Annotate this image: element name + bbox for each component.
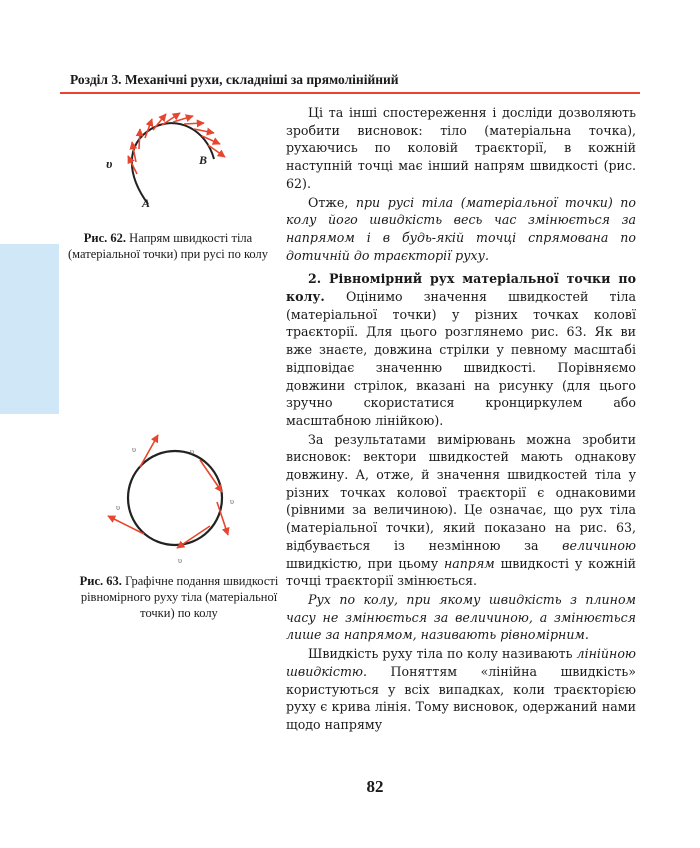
- paragraph-4: [286, 431, 636, 590]
- p3-rest: Оцінимо значення швидкостей тіла (матеріальної точки) у різних точках коловї траєкторії. Для цього розглянемо рис. 63. Як ви вже знаєте, довжина стрілки у певному масштабі відповідає значенню швидкості. Порівняємо довжини стрілок, вказані на рисунку (для цього зручно скористатися кронциркулем або масштабною лінійкою).: [286, 289, 636, 428]
- figure-63-caption: [74, 573, 284, 621]
- caption-63-text: Графічне подання швидкості рівномірного руху тіла (матеріальної точки) по колу: [80, 574, 279, 620]
- figure-63: [100, 430, 250, 570]
- p4-it1: величиною: [538, 537, 636, 553]
- figure-62-caption: [68, 230, 268, 262]
- vec-label-2: υ: [190, 447, 194, 456]
- body-text: [286, 104, 636, 735]
- p6-it: лінійною швидкістю.: [286, 646, 636, 679]
- p2-lead: Отже,: [308, 194, 349, 210]
- page-header: Розділ 3. Механічні рухи, складніші за прямолінійний: [70, 72, 399, 87]
- caption-62-number: Рис. 62.: [83, 231, 127, 245]
- vec-label-3: υ: [230, 497, 234, 506]
- p4-b: швидкістю, при цьому: [286, 555, 439, 571]
- p2-italic: при русі тіла (матеріальної точки) по колу його швидкість весь час змінюється за напрямом і в будь-якій точці спрямована по дотичній до траєкторії руху.: [286, 194, 636, 263]
- side-tab: [0, 244, 59, 414]
- paragraph-3: [286, 270, 636, 429]
- header-rule: [60, 92, 640, 94]
- label-v: υ: [106, 156, 113, 171]
- label-a: A: [142, 196, 151, 210]
- page-number: 82: [366, 777, 384, 796]
- trajectory-circle: [128, 451, 222, 545]
- paragraph-6: [286, 645, 636, 734]
- vec-label-1: υ: [132, 445, 136, 454]
- p3-heading: 2. Рівномірний рух матеріальної точки по колу.: [286, 271, 636, 305]
- label-b: B: [199, 153, 208, 167]
- p6-b: Поняттям «лінійна швидкість» користуються у всіх випадках, коли траєкторією руху є крива лінія. Тому висновок, одержаний нами щодо напряму: [286, 663, 636, 732]
- paragraph-5: Рух по колу, при якому швидкість з плином часу не змінюється за величиною, а змінюється лише за напрямом, називають рівномірним.: [286, 591, 636, 643]
- paragraph-2: [286, 194, 636, 265]
- p4-it2: напрям: [438, 555, 495, 571]
- vec-label-5: υ: [116, 503, 120, 512]
- caption-62-text: Напрям швидкості тіла (матеріальної точки) при русі по колу: [68, 231, 268, 261]
- figure-62: [96, 104, 236, 214]
- p4-a: За результатами вимірювань можна зробити висновок: вектори швидкостей мають однакову довжину. А, отже, й значення швидкостей тіла у різних точках колової траєкторії є однаковими (рівними за величиною). Це означає, що рух тіла (матеріальної точки), який показано на рис. 63, відбувається із незмінною за: [286, 431, 636, 553]
- caption-63-number: Рис. 63.: [79, 574, 122, 588]
- paragraph-1: Ці та інші спостереження і досліди дозволяють зробити висновок: тіло (матеріальна точка), рухаючись по коловій траєкторії, в кожній наступній точці має інший напрям швидкості (рис. 62).: [286, 105, 636, 191]
- vec-label-4: υ: [178, 556, 182, 565]
- velocity-arrows: [128, 113, 225, 174]
- p6-a: Швидкість руху тіла по колу називають: [308, 646, 573, 662]
- p4-c: швидкості у кожній точці траєкторії змінюється.: [286, 555, 636, 589]
